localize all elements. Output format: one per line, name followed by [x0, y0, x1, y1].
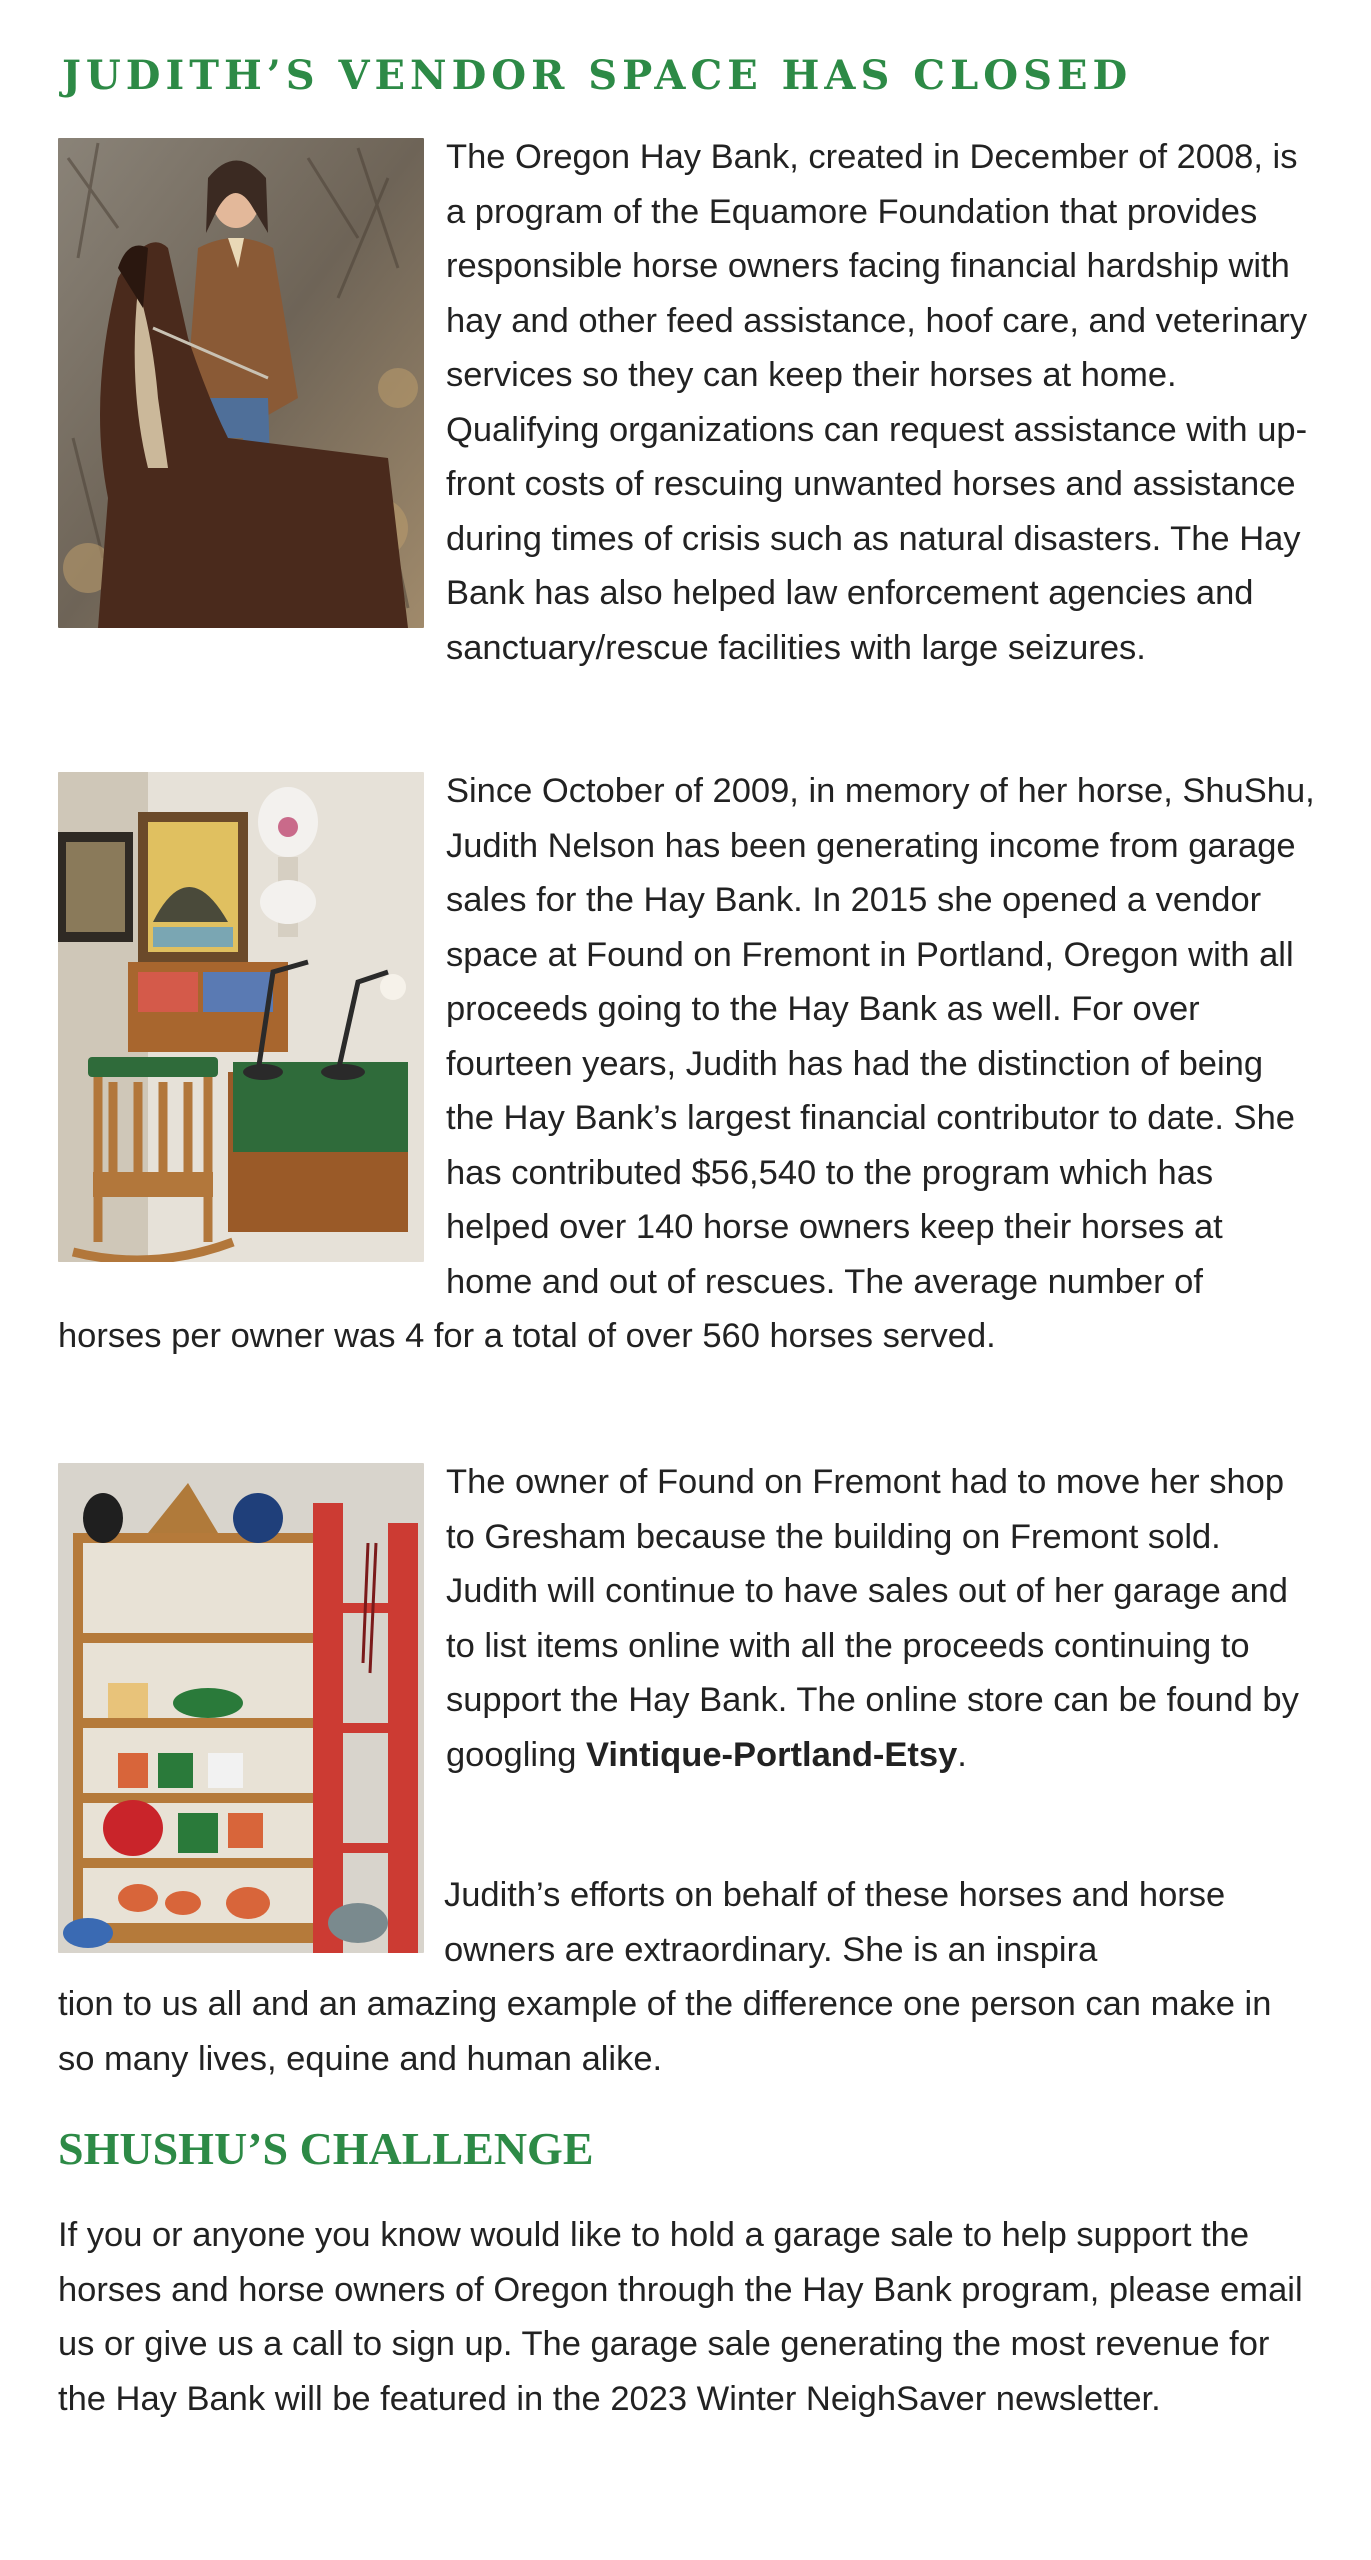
- rider-on-horse-photo: [58, 138, 424, 628]
- paragraph-efforts-tail: tion to us all and an amazing example of the difference one person can make in so many lives, equine and human alike.: [58, 1985, 1272, 2078]
- article-section-vendor-space: [58, 764, 1316, 1364]
- article-heading: JUDITH’S VENDOR SPACE HAS CLOSED: [62, 52, 1133, 99]
- paragraph-hay-bank: The Oregon Hay Bank, created in December of 2008, is a program of the Equamore Foundation that provides responsible horse owners facing financial hardship with hay and other feed assistance, hoof care, and veterinary services so they can keep their horses at home. Qualifying organizations can request assistance with up-front costs of rescuing unwanted horses and assistance during times of crisis such as natural disasters. The Hay Bank has also helped law enforcement agencies and sanctuary/rescue facilities with large seizures.: [446, 138, 1308, 667]
- article-section-efforts: [444, 1868, 1316, 1977]
- challenge-heading: SHUSHU’S CHALLENGE: [58, 2123, 594, 2174]
- article-section-efforts-tail: [58, 1977, 1316, 2086]
- shelves-with-pottery-photo: [58, 1463, 424, 1953]
- paragraph-move-end: .: [957, 1735, 967, 1774]
- article-section-hay-bank: [58, 130, 1316, 675]
- paragraph-vendor-space: Since October of 2009, in memory of her horse, ShuShu, Judith Nelson has been generating income from garage sales for the Hay Bank. In 2015 she opened a vendor space at Found on Fremont in Portland, Oregon with all proceeds going to the Hay Bank as well. For over fourteen years, Judith has had the distinction of being the Hay Bank’s largest financial contributor to date. She has contributed $56,540 to the program which has helped over 140 horse owners keep their horses at home and out of rescues. The average number of horses per owner was 4 for a total of over 560 horses served.: [58, 772, 1315, 1355]
- paragraph-move-text: The owner of Found on Fremont had to move her shop to Gresham because the building on Fremont sold. Judith will continue to have sales out of her garage and to list items online with all the proceeds continuing to support the Hay Bank. The online store can be found by googling: [446, 1463, 1299, 1774]
- etsy-store-name: Vintique-Portland-Etsy: [586, 1735, 958, 1774]
- article-section-challenge: [58, 2208, 1316, 2426]
- paragraph-efforts-head: Judith’s efforts on behalf of these horses and horse owners are extraordinary. She is an inspira: [444, 1876, 1226, 1969]
- vendor-space-furniture-photo: [58, 772, 424, 1262]
- paragraph-challenge: If you or anyone you know would like to hold a garage sale to help support the horses and horse owners of Oregon through the Hay Bank program, please email us or give us a call to sign up. The garage sale generating the most revenue for the Hay Bank will be featured in the 2023 Winter NeighSaver newsletter.: [58, 2216, 1303, 2418]
